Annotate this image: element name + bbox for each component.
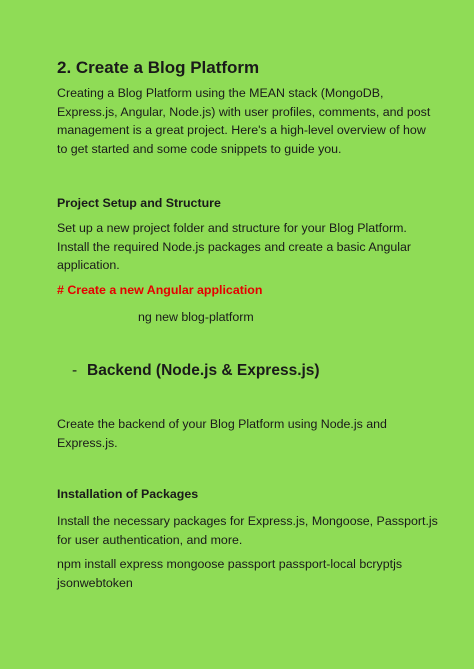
section-title: 2. Create a Blog Platform: [57, 58, 260, 77]
setup-line: Set up a new project folder and structure for your Blog Platform.: [57, 221, 407, 235]
backend-line: Create the backend of your Blog Platform using Node.js and: [57, 417, 387, 431]
intro-line: Creating a Blog Platform using the MEAN stack (MongoDB,: [57, 86, 384, 100]
intro-line: Express.js, Angular, Node.js) with user profiles, comments, and post: [57, 104, 431, 119]
install-paragraph: [57, 512, 438, 549]
intro-paragraph: [57, 84, 430, 158]
install-heading: Installation of Packages: [57, 487, 199, 501]
setup-paragraph: [57, 219, 411, 275]
intro-line: to get started and some code snippets to guide you.: [57, 141, 342, 156]
backend-paragraph: [57, 415, 387, 452]
ng-new-command: ng new blog-platform: [138, 310, 254, 324]
backend-heading-text: Backend (Node.js & Express.js): [87, 362, 320, 379]
npm-command-line: npm install express mongoose passport passport-local bcryptjs: [57, 557, 403, 571]
bullet-dash: -: [72, 362, 78, 379]
backend-line: Express.js.: [57, 435, 118, 450]
install-line: Install the necessary packages for Express.js, Mongoose, Passport.js: [57, 514, 438, 528]
npm-command: [57, 555, 402, 592]
setup-line: application.: [57, 258, 120, 272]
npm-command-line: jsonwebtoken: [57, 575, 133, 590]
intro-line: management is a great project. Here's a high-level overview of how: [57, 123, 426, 137]
setup-heading: Project Setup and Structure: [57, 196, 221, 210]
install-line: for user authentication, and more.: [57, 532, 243, 547]
code-comment: # Create a new Angular application: [57, 283, 263, 297]
setup-line: Install the required Node.js packages and create a basic Angular: [57, 239, 412, 254]
backend-heading: [72, 362, 320, 380]
